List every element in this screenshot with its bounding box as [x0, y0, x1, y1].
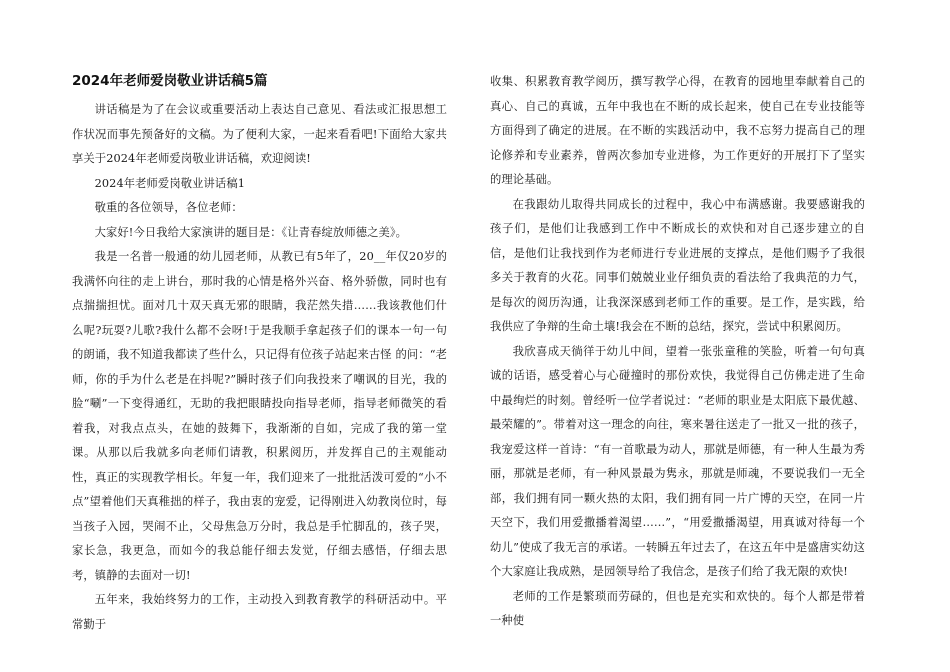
- paragraph-body: 我欣喜成天徜徉于幼儿中间，望着一张张童稚的笑脸，听着一句句真诚的话语，感受着心与心碰撞时的那份欢快，我觉得自己仿佛走进了生命中最绚烂的时刻。曾经听一位学者说过：“老师的职业是太阳底下最优越、最荣耀的”。带着对这一理念的向往，寒来暑往送走了一批又一批的孩子，我宠爱这样一首诗：“有一首歌最为动人，那就是师德，有一种人生最为秀丽，那就是老师，有一种风景最为隽永，那就是师魂，不要说我们一无全部，我们拥有同一颗火热的太阳，我们拥有同一片广博的天空，在同一片天空下，我们用爱撒播着渴望……”，“用爱撒播渴望，用真诚对待每一个幼儿”使成了我无言的承诺。一转瞬五年过去了，在这五年中是盛唐实幼这个大家庭让我成熟，是园领导给了我信念，是孩子们给了我无限的欢快!: [490, 344, 865, 578]
- paragraph-body: 五年来，我始终努力的工作，主动投入到教育教学的科研活动中。平常勤于: [72, 593, 447, 631]
- right-column: [490, 70, 865, 634]
- paragraph-body: 老师的工作是繁琐而劳碌的，但也是充实和欢快的。每个人都是带着一种使: [490, 589, 865, 627]
- left-column: [72, 70, 447, 637]
- document-title: 2024年老师爱岗敬业讲话稿5篇: [72, 73, 268, 89]
- paragraph-section-heading: 2024年老师爱岗敬业讲话稿1: [94, 176, 246, 190]
- paragraph-salutation: 敬重的各位领导，各位老师：: [94, 201, 243, 214]
- paragraph-greeting: 大家好!今日我给大家演讲的题目是：《让青春绽放师德之美》。: [94, 225, 408, 239]
- paragraph-intro: 讲话稿是为了在会议或重要活动上表达自己意见、看法或汇报思想工作状况而事先预备好的文稿。为了便利大家，一起来看看吧!下面给大家共享关于2024年老师爱岗敬业讲话稿，欢迎阅读!: [72, 103, 447, 165]
- paragraph-body: 在我跟幼儿取得共同成长的过程中，我心中布满感谢。我要感谢我的孩子们，是他们让我感到工作中不断成长的欢快和对自己逐步建立的自信，是他们让我找到作为老师进行专业进展的支撑点，是他们赐予了我很多关于教育的火花。同事们兢兢业业仔细负责的看法给了我典范的力气，是每次的阅历沟通，让我深深感到老师工作的重要。是工作，是实践，给我供应了争辩的生命土壤!我会在不断的总结，探究，尝试中积累阅历。: [490, 197, 865, 333]
- paragraph-body: 我是一名普一般通的幼儿园老师，从教已有5年了，20__年仅20岁的我满怀向往的走上讲台，那时我的心情是格外兴奋、格外骄傲，同时也有点揣揣担忧。面对几十双天真无邪的眼睛，我茫然失措……我该教他们什么呢?玩耍?儿歌?我什么都不会呀!于是我顺手拿起孩子们的课本一句一句的朗诵，我不知道我都读了些什么，只记得有位孩子站起来古怪 的问：“老师，你的手为什么老是在抖呢?”瞬时孩子们向我投来了嘲讽的目光，我的脸“唰”一下变得通红，无助的我把眼睛投向指导老师，指导老师微笑的看着我，对我点点头，在她的鼓舞下，我渐渐的自如，完成了我的第一堂课。从那以后我就多向老师们请教，积累阅历，并发挥自己的主观能动性，真正的实现教学相长。年复一年，我们迎来了一批批活泼可爱的“小不点”望着他们天真稚拙的样子，我由衷的宠爱，记得刚进入幼教岗位时，每当孩子入园，哭闹不止，父母焦急万分时，我总是手忙脚乱的，孩子哭，家长急，我更急，而如今的我总能仔细去发觉，仔细去感悟，仔细去思考，镇静的去面对一切!: [72, 250, 447, 582]
- paragraph-continuation: 收集、积累教育教学阅历，撰写教学心得，在教育的园地里奉献着自己的真心、自己的真诚，五年中我也在不断的成长起来，使自己在专业技能等方面得到了确定的进展。在不断的实践活动中，我不忘努力提高自己的理论修养和专业素养，曾两次参加专业进修，为工作更好的开展打下了坚实的理论基础。: [490, 75, 865, 186]
